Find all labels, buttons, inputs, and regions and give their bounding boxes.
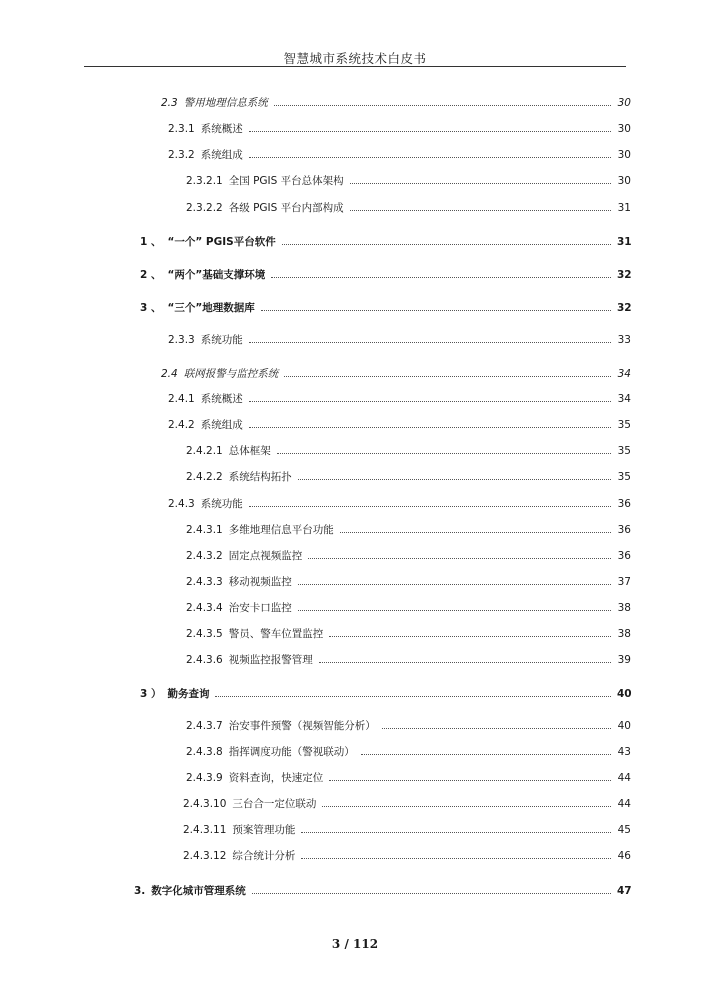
toc-entry-title: 警用地理信息系统 — [183, 97, 268, 109]
toc-dot-leader — [274, 96, 611, 106]
toc-entry[interactable] — [183, 849, 631, 863]
toc-entry[interactable] — [186, 627, 631, 641]
toc-entry-title: 指挥调度功能（警视联动） — [228, 746, 355, 758]
toc-entry-title: 固定点视频监控 — [228, 550, 303, 562]
toc-entry-page: 38 — [617, 602, 631, 614]
toc-entry-title: 系统概述 — [200, 123, 243, 135]
toc-entry-title: 系统概述 — [200, 393, 243, 405]
toc-entry-page: 32 — [617, 302, 632, 314]
toc-entry-number: 2.4.2 — [168, 419, 195, 431]
toc-dot-leader — [249, 148, 611, 158]
toc-entry-page: 32 — [617, 269, 632, 281]
toc-dot-leader — [215, 687, 611, 697]
toc-entry-page: 38 — [617, 628, 631, 640]
toc-entry-page: 35 — [617, 419, 631, 431]
toc-entry-page: 33 — [617, 334, 631, 346]
toc-entry-title: 联网报警与监控系统 — [183, 368, 279, 380]
toc-entry[interactable] — [168, 497, 631, 511]
toc-entry-page: 34 — [617, 393, 631, 405]
toc-entry[interactable] — [186, 771, 631, 785]
toc-entry[interactable] — [186, 575, 631, 589]
toc-dot-leader — [301, 849, 611, 859]
toc-entry[interactable] — [168, 148, 631, 162]
toc-dot-leader — [350, 201, 611, 211]
toc-entry[interactable] — [186, 201, 631, 215]
toc-entry-number: 2.4.3.12 — [183, 850, 227, 862]
toc-entry-title: 系统功能 — [200, 334, 243, 346]
toc-dot-leader — [361, 745, 611, 755]
toc-entry-number: 2.4.1 — [168, 393, 195, 405]
toc-entry-page: 45 — [617, 824, 631, 836]
toc-entry-number: 2.4.3.5 — [186, 628, 223, 640]
toc-entry-number: 2.3.1 — [168, 123, 195, 135]
toc-entry-number: 2.4.3.8 — [186, 746, 223, 758]
toc-entry-title: 各级 PGIS 平台内部构成 — [228, 202, 344, 214]
toc-entry-number: 2.4.3.3 — [186, 576, 223, 588]
toc-entry-title: 数字化城市管理系统 — [151, 885, 246, 897]
toc-entry-number: 3 、 — [140, 302, 162, 314]
toc-entry-title: 视频监控报警管理 — [228, 654, 313, 666]
toc-entry-title: 全国 PGIS 平台总体架构 — [228, 175, 344, 187]
toc-entry-title: 系统组成 — [200, 149, 243, 161]
page-header-title: 智慧城市系统技术白皮书 — [283, 51, 427, 66]
toc-entry-title: 勤务查询 — [167, 688, 210, 700]
toc-entry[interactable] — [134, 884, 631, 898]
toc-dot-leader — [249, 122, 611, 132]
toc-entry-number: 2.4.3.11 — [183, 824, 227, 836]
toc-entry-number: 2.4.3.2 — [186, 550, 223, 562]
toc-entry-page: 43 — [617, 746, 631, 758]
toc-entry-number: 2.3 — [161, 97, 178, 109]
toc-entry[interactable] — [140, 268, 631, 282]
toc-entry[interactable] — [186, 174, 631, 188]
toc-entry[interactable] — [186, 549, 631, 563]
toc-entry[interactable] — [168, 333, 631, 347]
toc-dot-leader — [298, 601, 611, 611]
toc-dot-leader — [322, 797, 611, 807]
toc-entry-title: 系统功能 — [200, 498, 243, 510]
toc-entry[interactable] — [183, 823, 631, 837]
toc-entry-number: 2.4.2.2 — [186, 471, 223, 483]
toc-entry-page: 35 — [617, 445, 631, 457]
toc-dot-leader — [319, 653, 611, 663]
toc-dot-leader — [249, 418, 611, 428]
toc-dot-leader — [298, 575, 611, 585]
toc-entry-number: 2.4.3.1 — [186, 524, 223, 536]
toc-entry-page: 40 — [617, 720, 631, 732]
toc-entry-number: 2.4.3.10 — [183, 798, 227, 810]
toc-entry-page: 30 — [617, 123, 631, 135]
header-divider — [84, 66, 626, 67]
toc-dot-leader — [261, 301, 611, 311]
toc-entry-title: 预案管理功能 — [232, 824, 296, 836]
toc-dot-leader — [308, 549, 611, 559]
toc-dot-leader — [252, 884, 611, 894]
toc-dot-leader — [301, 823, 611, 833]
toc-entry-number: 1 、 — [140, 236, 162, 248]
toc-entry-number: 2.4.3 — [168, 498, 195, 510]
toc-entry-title: 治安卡口监控 — [228, 602, 292, 614]
toc-entry-page: 44 — [617, 798, 631, 810]
toc-entry[interactable] — [161, 367, 631, 381]
toc-entry-title: 三台合一定位联动 — [232, 798, 317, 810]
toc-entry-page: 34 — [617, 368, 631, 380]
toc-entry-page: 40 — [617, 688, 632, 700]
toc-dot-leader — [382, 719, 611, 729]
toc-entry-title: “一个” PGIS平台软件 — [167, 236, 276, 248]
toc-dot-leader — [298, 470, 611, 480]
toc-dot-leader — [329, 627, 611, 637]
toc-entry-title: 警员、警车位置监控 — [228, 628, 324, 640]
toc-entry-page: 30 — [617, 97, 631, 109]
toc-entry[interactable] — [161, 96, 631, 110]
toc-entry-page: 36 — [617, 524, 631, 536]
toc-entry[interactable] — [186, 719, 631, 733]
toc-entry-number: 2.4.3.7 — [186, 720, 223, 732]
toc-entry-page: 36 — [617, 498, 631, 510]
toc-entry-title: 移动视频监控 — [228, 576, 292, 588]
toc-entry[interactable] — [168, 418, 631, 432]
toc-entry-title: 治安事件预警（视频智能分析） — [228, 720, 376, 732]
toc-dot-leader — [249, 497, 611, 507]
toc-entry-number: 2.3.2.1 — [186, 175, 223, 187]
toc-dot-leader — [249, 392, 611, 402]
toc-entry-page: 46 — [617, 850, 631, 862]
toc-entry-number: 2.4.2.1 — [186, 445, 223, 457]
toc-entry[interactable] — [183, 797, 631, 811]
toc-entry-number: 2.3.2.2 — [186, 202, 223, 214]
toc-entry-number: 2.4.3.6 — [186, 654, 223, 666]
toc-entry-page: 37 — [617, 576, 631, 588]
toc-entry-number: 2.4.3.4 — [186, 602, 223, 614]
toc-dot-leader — [340, 523, 611, 533]
toc-entry[interactable] — [140, 235, 631, 249]
toc-dot-leader — [271, 268, 611, 278]
toc-entry-page: 30 — [617, 149, 631, 161]
toc-entry[interactable] — [186, 601, 631, 615]
toc-entry[interactable] — [168, 122, 631, 136]
toc-entry-number: 2.4.3.9 — [186, 772, 223, 784]
toc-entry-title: 系统结构拓扑 — [228, 471, 292, 483]
toc-entry-page: 36 — [617, 550, 631, 562]
toc-entry-number: 3 ） — [140, 688, 162, 700]
toc-entry-title: 总体框架 — [228, 445, 271, 457]
toc-entry[interactable] — [186, 444, 631, 458]
toc-entry-title: 多维地理信息平台功能 — [228, 524, 334, 536]
toc-entry-page: 35 — [617, 471, 631, 483]
toc-entry-number: 2.3.3 — [168, 334, 195, 346]
toc-entry[interactable] — [186, 523, 631, 537]
toc-dot-leader — [277, 444, 611, 454]
toc-entry-page: 31 — [617, 236, 632, 248]
toc-entry-page: 31 — [617, 202, 631, 214]
toc-entry-title: “三个”地理数据库 — [167, 302, 255, 314]
toc-entry[interactable] — [140, 687, 631, 701]
toc-entry-page: 39 — [617, 654, 631, 666]
toc-entry-number: 2 、 — [140, 269, 162, 281]
toc-entry-title: 资料查询，快速定位 — [228, 772, 324, 784]
toc-entry-title: 系统组成 — [200, 419, 243, 431]
toc-entry[interactable] — [186, 745, 631, 759]
toc-entry[interactable] — [140, 301, 631, 315]
toc-dot-leader — [329, 771, 611, 781]
toc-entry[interactable] — [186, 653, 631, 667]
toc-entry-number: 3. — [134, 885, 146, 897]
toc-entry-page: 44 — [617, 772, 631, 784]
toc-entry-number: 2.3.2 — [168, 149, 195, 161]
toc-entry-number: 2.4 — [161, 368, 178, 380]
toc-dot-leader — [249, 333, 611, 343]
toc-entry-title: “两个”基础支撑环境 — [167, 269, 266, 281]
toc-entry[interactable] — [186, 470, 631, 484]
toc-entry[interactable] — [168, 392, 631, 406]
toc-entry-title: 综合统计分析 — [232, 850, 296, 862]
page-number-footer: 3 / 112 — [331, 937, 379, 951]
toc-entry-page: 30 — [617, 175, 631, 187]
toc-dot-leader — [284, 367, 611, 377]
toc-dot-leader — [282, 235, 611, 245]
toc-dot-leader — [350, 174, 611, 184]
toc-entry-page: 47 — [617, 885, 632, 897]
